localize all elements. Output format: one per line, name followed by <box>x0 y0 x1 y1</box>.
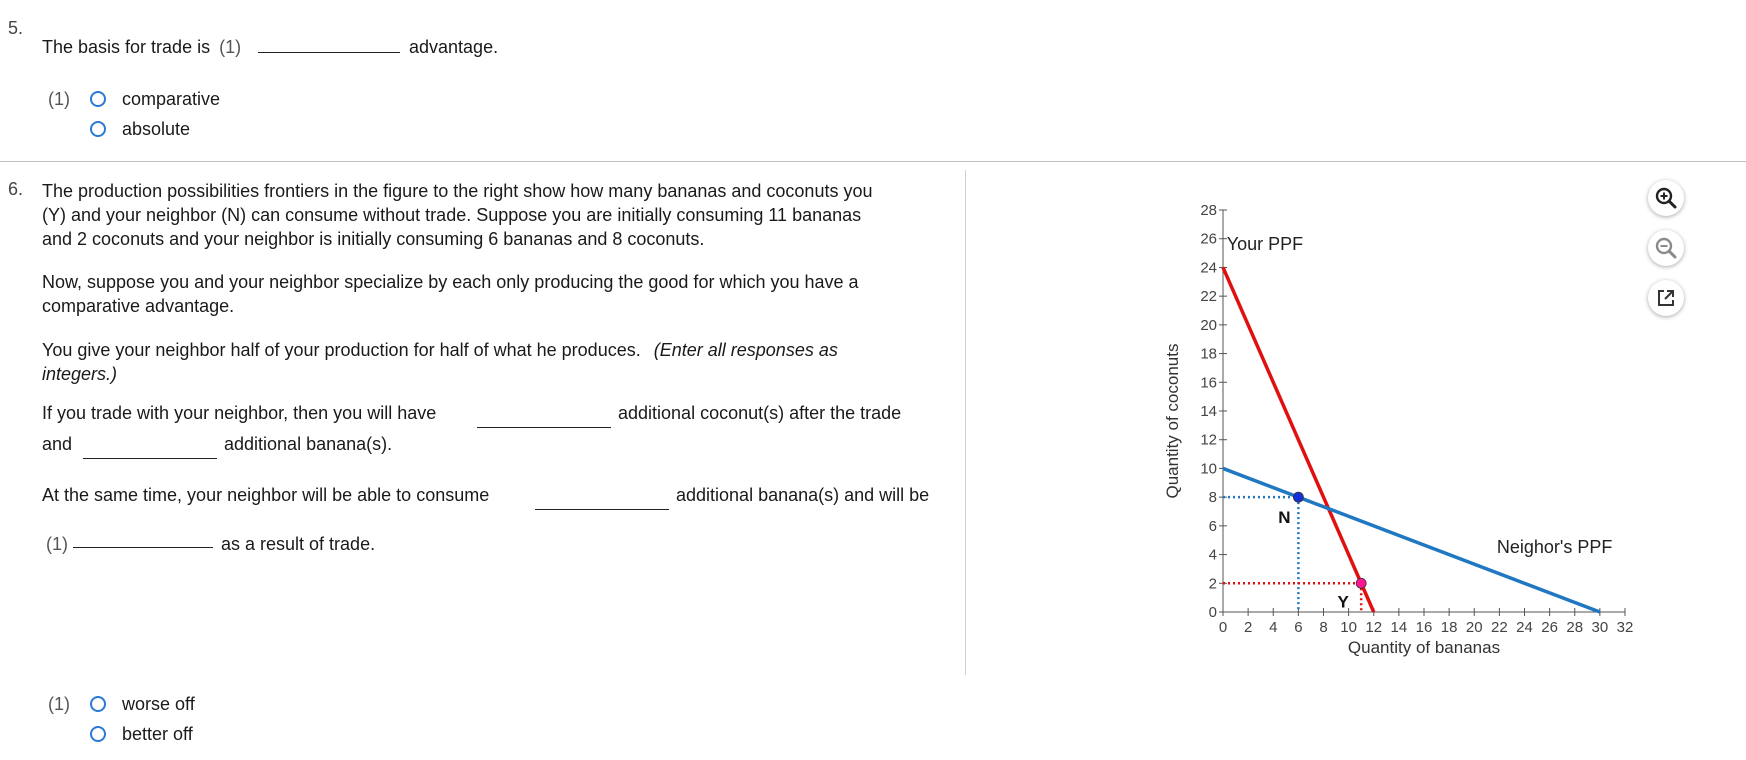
q5-radio-comparative[interactable] <box>90 91 106 107</box>
x-tick-label: 10 <box>1340 619 1357 636</box>
q6-trade-text-4: additional banana(s). <box>224 434 393 454</box>
popout-icon <box>1655 287 1677 309</box>
x-tick-label: 12 <box>1365 619 1383 636</box>
q6-trade-text-1: If you trade with your neighbor, then you will have <box>42 403 437 423</box>
x-tick-label: 28 <box>1566 619 1584 636</box>
x-tick-label: 30 <box>1591 619 1609 636</box>
q6-coconuts-answer-blank[interactable] <box>477 427 611 428</box>
q6-trade-text-3: and <box>42 434 73 454</box>
y-tick-label: 28 <box>1200 202 1217 219</box>
y-tick-label: 0 <box>1208 604 1217 621</box>
q6-result-tag: (1) <box>46 534 68 554</box>
q5-radio-absolute[interactable] <box>90 121 106 137</box>
x-tick-label: 26 <box>1541 619 1558 636</box>
y-tick-label: 4 <box>1208 546 1217 564</box>
ppf-chart <box>1150 195 1650 665</box>
q6-same-time-text-1: At the same time, your neighbor will be able to consume <box>42 485 490 505</box>
zoom-out-icon <box>1654 236 1678 260</box>
point-label-N: N <box>1278 508 1291 528</box>
point-N <box>1293 492 1303 502</box>
q5-option-comparative[interactable]: comparative <box>122 89 221 109</box>
q6-option-worse-off[interactable]: worse off <box>122 694 195 714</box>
zoom-out-button[interactable] <box>1648 230 1684 266</box>
y-tick-label: 16 <box>1200 374 1217 392</box>
y-axis-title: Quantity of coconuts <box>1163 343 1182 499</box>
y-tick-label: 18 <box>1200 345 1217 363</box>
x-tick-label: 14 <box>1390 619 1408 636</box>
question-5-stem <box>42 35 241 59</box>
q6-give <box>42 338 962 386</box>
x-tick-label: 24 <box>1516 619 1533 636</box>
x-tick-label: 4 <box>1269 619 1278 636</box>
point-Y <box>1356 578 1366 588</box>
x-tick-label: 0 <box>1218 619 1228 636</box>
x-tick-label: 2 <box>1243 619 1253 636</box>
q6-result-text: as a result of trade. <box>221 534 376 554</box>
y-tick-label: 12 <box>1200 431 1217 449</box>
y-tick-label: 6 <box>1208 517 1217 535</box>
x-tick-label: 16 <box>1415 619 1433 636</box>
q6-result-answer-blank[interactable] <box>73 547 213 548</box>
y-tick-label: 24 <box>1200 259 1217 277</box>
q5-stem-before: The basis for trade is <box>42 37 211 57</box>
q6-radio-worse-off[interactable] <box>90 696 106 712</box>
y-tick-label: 8 <box>1208 489 1217 507</box>
q6-radio-better-off[interactable] <box>90 726 106 742</box>
x-tick-label: 22 <box>1491 619 1508 636</box>
question-divider <box>0 161 1746 162</box>
question-6-number: 6. <box>8 179 24 199</box>
q6-intro-line: (Y) and your neighbor (N) can consume without trade. Suppose you are initially consuming 11 bananas <box>42 205 862 225</box>
q6-specialize-line: Now, suppose you and your neighbor specialize by each only producing the good for which you have a <box>42 272 859 292</box>
q5-stem-tag: (1) <box>219 37 242 57</box>
q6-trade-text-2: additional coconut(s) after the trade <box>618 403 902 423</box>
series-line-0 <box>1223 267 1374 612</box>
y-tick-label: 10 <box>1200 460 1217 478</box>
y-tick-label: 26 <box>1200 230 1217 248</box>
zoom-in-button[interactable] <box>1648 180 1684 216</box>
q6-same-time-text-2: additional banana(s) and will be <box>676 485 930 505</box>
q6-specialize-line: comparative advantage. <box>42 296 235 316</box>
q6-bananas-answer-blank[interactable] <box>83 458 217 459</box>
point-label-Y: Y <box>1337 592 1349 612</box>
q6-intro-line: The production possibilities frontiers in the figure to the right show how many bananas and coconuts you <box>42 181 873 201</box>
q5-answer-blank[interactable] <box>258 52 400 53</box>
q5-stem-after: advantage. <box>409 37 499 57</box>
x-tick-label: 32 <box>1616 619 1634 636</box>
y-tick-label: 20 <box>1200 316 1217 334</box>
x-tick-label: 20 <box>1465 619 1483 636</box>
q6-option-tag: (1) <box>48 694 70 714</box>
y-tick-label: 22 <box>1200 288 1217 306</box>
q6-specialize <box>42 270 962 318</box>
zoom-in-icon <box>1654 186 1678 210</box>
y-tick-label: 2 <box>1208 575 1217 593</box>
q5-option-absolute[interactable]: absolute <box>122 119 191 139</box>
series-label-neighbor-ppf: Neighor's PPF <box>1496 537 1613 558</box>
q6-intro-line: and 2 coconuts and your neighbor is initially consuming 6 bananas and 8 coconuts. <box>42 229 705 249</box>
column-divider <box>965 170 966 675</box>
q5-option-tag: (1) <box>48 89 70 109</box>
popout-button[interactable] <box>1648 280 1684 316</box>
q6-give-instruction-cont: integers.) <box>42 364 118 384</box>
y-tick-label: 14 <box>1200 403 1217 420</box>
question-5-number: 5. <box>8 18 24 38</box>
q6-option-better-off[interactable]: better off <box>122 724 193 744</box>
x-tick-label: 6 <box>1294 619 1303 636</box>
q6-give-instruction: (Enter all responses as <box>653 340 838 360</box>
x-tick-label: 18 <box>1440 619 1458 636</box>
x-tick-label: 8 <box>1319 619 1328 636</box>
series-label-your-ppf: Your PPF <box>1226 234 1304 255</box>
q6-intro <box>42 179 962 251</box>
x-axis-title: Quantity of bananas <box>1347 638 1501 657</box>
q6-give-text: You give your neighbor half of your production for half of what he produces. <box>42 340 641 360</box>
q6-neighbor-bananas-answer-blank[interactable] <box>535 509 669 510</box>
